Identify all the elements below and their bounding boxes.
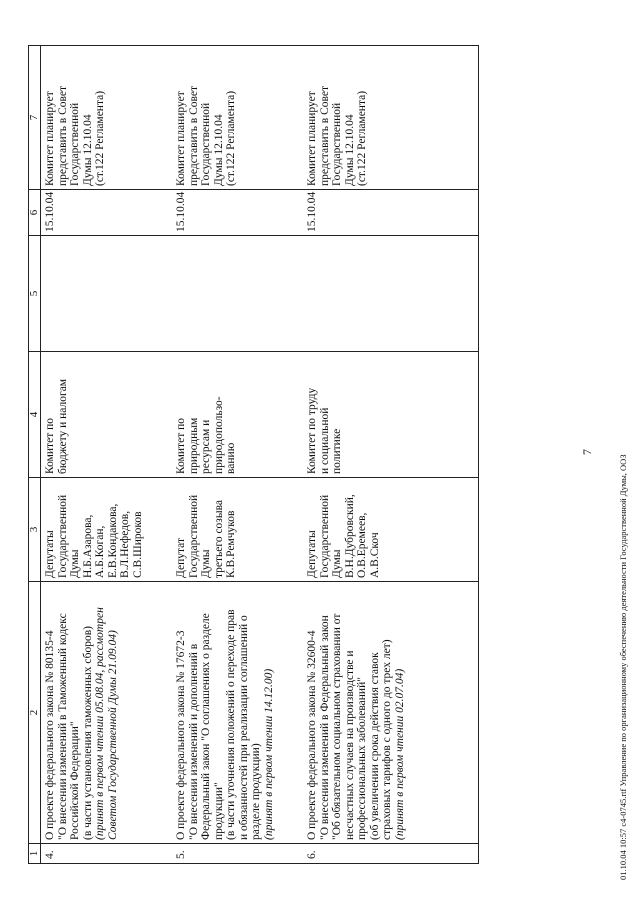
bill-authors: [303, 478, 479, 582]
committee-line: ресурсам и: [200, 419, 212, 474]
note-line: (ст.122 Регламента): [356, 90, 368, 186]
column-header: 3: [29, 478, 41, 582]
document-footer: 01.10.04 10:57 c4-0745.rtf Управление по организационному обеспечению деятельности Государственной Думы, ООЗ: [618, 454, 628, 880]
bill-description: [172, 582, 303, 844]
deadline-date: 15.10.04: [303, 190, 479, 236]
description-line: (в части установления таможенных сборов): [81, 626, 94, 840]
responsible-committee: [41, 352, 173, 478]
row-number: 4.: [41, 844, 173, 864]
description-line: Федеральный закон "О соглашениях о разделе: [200, 613, 212, 840]
committee-note: [172, 46, 303, 190]
author-line: Депутаты: [44, 530, 56, 578]
author-line: А.Б.Коган,: [94, 525, 106, 578]
reading-status-line: Советом Государственной Думы 21.09.04): [106, 630, 119, 840]
deadline-date: 15.10.04: [172, 190, 303, 236]
note-line: Думы 12.10.04: [343, 114, 356, 186]
bill-authors: [172, 478, 303, 582]
description-line: "О внесении изменений и дополнений в: [187, 643, 200, 840]
author-line: Государственной: [187, 494, 200, 578]
author-line: третьего созыва: [212, 500, 225, 578]
column-header: 5: [29, 236, 41, 352]
responsible-committee: [172, 352, 303, 478]
author-line: Н.Б.Азарова,: [81, 514, 94, 578]
author-line: Государственной: [318, 494, 331, 578]
column-5-cell: [303, 236, 479, 352]
author-line: Депутаты: [306, 530, 318, 578]
author-line: Думы: [69, 549, 81, 578]
committee-line: Комитет по: [44, 418, 56, 474]
description-line: (об увеличении срока действия ставок: [368, 652, 381, 840]
reading-status-line: (принят в первом чтении 14.12.00): [262, 668, 275, 840]
description-line: профессиональных заболеваний": [356, 677, 368, 840]
column-5-cell: [172, 236, 303, 352]
note-line: (ст.122 Регламента): [225, 90, 237, 186]
table-row: [303, 46, 479, 864]
description-line: разделе продукции): [250, 743, 262, 840]
note-line: Государственной: [331, 102, 343, 186]
author-line: А.В.Скоч: [368, 532, 381, 578]
column-header: 2: [29, 582, 41, 844]
description-line: страховых тарифов с одного до трех лет): [381, 639, 393, 840]
author-line: Депутат: [175, 538, 187, 578]
author-line: Государственной: [56, 494, 69, 578]
committee-line: бюджету и налогам: [56, 378, 69, 474]
bill-description: [41, 582, 173, 844]
column-header: 7: [29, 46, 41, 190]
description-line: "О внесении изменений в Федеральный закон: [318, 615, 331, 840]
note-line: представить в Совет: [187, 85, 200, 186]
bill-description: [303, 582, 479, 844]
reading-status-line: (принят в первом чтении 05.08.04, рассмотрен: [94, 607, 106, 840]
reading-status-line: (принят в первом чтении 02.07.04): [393, 668, 406, 840]
author-line: Думы: [331, 549, 343, 578]
author-line: Думы: [200, 549, 212, 578]
committee-line: и социальной: [318, 407, 331, 474]
column-header: 4: [29, 352, 41, 478]
column-5-cell: [41, 236, 173, 352]
note-line: Государственной: [69, 102, 81, 186]
author-line: В.Н.Дубровский,: [343, 494, 356, 578]
description-line: продукции": [212, 782, 225, 840]
page-number: 7: [580, 449, 594, 455]
committee-note: [41, 46, 173, 190]
description-line: О проекте федерального закона № 32600-4: [306, 630, 318, 840]
author-line: О.В.Еремеев,: [356, 512, 368, 578]
table-row: [41, 46, 173, 864]
column-header: 1: [29, 844, 41, 864]
description-line: и обязанностей при реализации соглашений о: [237, 615, 250, 840]
description-line: несчастных случаев на производстве и: [343, 650, 356, 840]
author-line: В.Л.Нефедов,: [119, 510, 131, 578]
note-line: Комитет планирует: [44, 91, 56, 186]
description-line: "О внесении изменений в Таможенный кодекс: [56, 613, 69, 840]
description-line: О проекте федерального закона № 80135-4: [44, 630, 56, 840]
note-line: Комитет планирует: [175, 91, 187, 186]
author-line: С.В.Широков: [131, 511, 144, 578]
note-line: Государственной: [200, 102, 212, 186]
committee-line: Комитет по: [175, 418, 187, 474]
table-row: [172, 46, 303, 864]
column-number-row: [29, 46, 41, 864]
committee-line: Комитет по труду: [306, 387, 318, 474]
rotated-document-page: [20, 40, 630, 880]
committee-line: ванию: [225, 442, 237, 474]
note-line: Комитет планирует: [306, 91, 318, 186]
committee-line: природным: [187, 417, 200, 474]
committee-line: политике: [331, 428, 343, 474]
note-line: Думы 12.10.04: [212, 114, 225, 186]
row-number: 5.: [172, 844, 303, 864]
deadline-date: 15.10.04: [41, 190, 173, 236]
note-line: (ст.122 Регламента): [94, 90, 106, 186]
description-line: "Об обязательном социальном страховании от: [331, 613, 343, 840]
description-line: Российской Федерации": [69, 721, 81, 840]
author-line: Е.В.Кондакова,: [106, 503, 119, 578]
responsible-committee: [303, 352, 479, 478]
committee-note: [303, 46, 479, 190]
note-line: представить в Совет: [56, 85, 69, 186]
committee-line: природопользо-: [212, 396, 225, 474]
row-number: 6.: [303, 844, 479, 864]
note-line: Думы 12.10.04: [81, 114, 94, 186]
description-line: О проекте федерального закона № 17672-3: [175, 630, 187, 840]
description-line: (в части уточнения положений о переходе прав: [225, 609, 237, 840]
agenda-table: [28, 45, 479, 864]
column-header: 6: [29, 190, 41, 236]
bill-authors: [41, 478, 173, 582]
note-line: представить в Совет: [318, 85, 331, 186]
author-line: К.В.Ремчуков: [225, 510, 237, 578]
